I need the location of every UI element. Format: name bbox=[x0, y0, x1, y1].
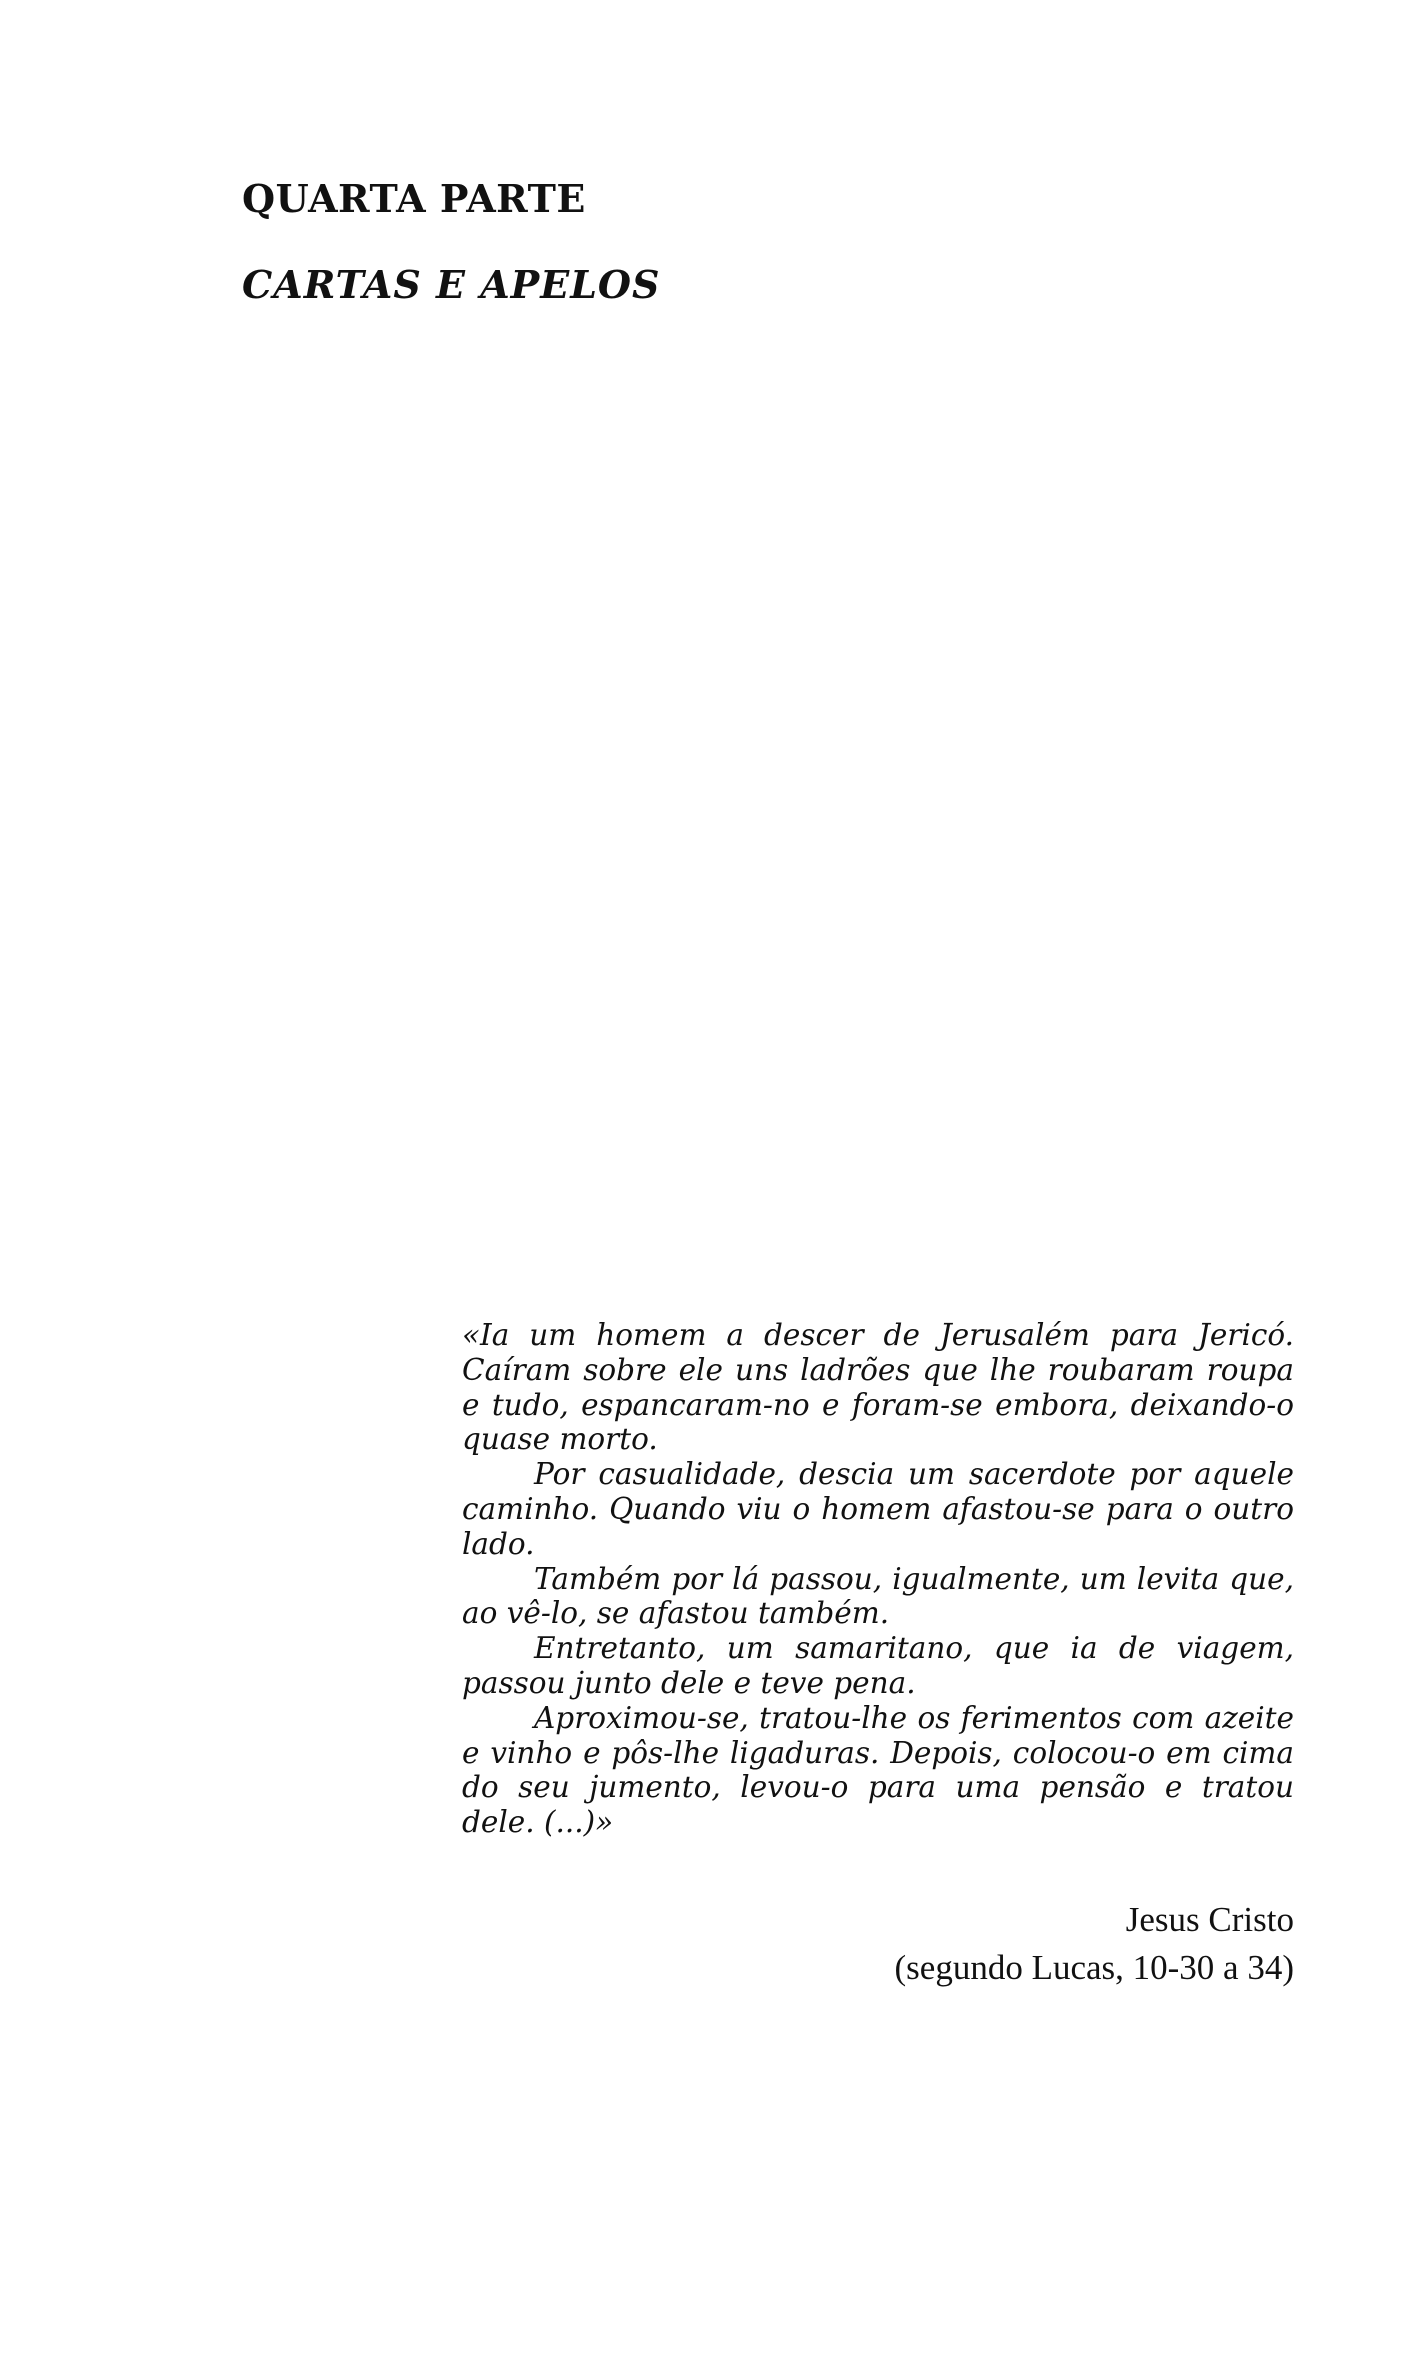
epigraph-paragraph: Aproximou-se, tratou-lhe os ferimentos com azeite e vinho e pôs-lhe ligaduras. Depois, colocou-o em cima do seu jumento, levou-o para uma pensão e tratou dele. (...)» bbox=[462, 1700, 1294, 1840]
epigraph-paragraph: Entretanto, um samaritano, que ia de viagem, passou junto dele e teve pena. bbox=[462, 1631, 1294, 1700]
epigraph-paragraph: Por casualidade, descia um sacerdote por aquele caminho. Quando viu o homem afastou-se para o outro lado. bbox=[462, 1457, 1294, 1561]
part-subtitle: CARTAS E APELOS bbox=[242, 262, 661, 307]
epigraph-quote bbox=[462, 1318, 1294, 1840]
epigraph-attribution bbox=[700, 1896, 1294, 1992]
epigraph-paragraph: Também por lá passou, igualmente, um levita que, ao vê-lo, se afastou também. bbox=[462, 1561, 1294, 1631]
attribution-author: Jesus Cristo bbox=[1125, 1900, 1294, 1939]
epigraph-paragraph: «Ia um homem a descer de Jerusalém para Jericó. Caíram sobre ele uns ladrões que lhe roubaram roupa e tudo, espancaram-no e foram-se embora, deixando-o quase morto. bbox=[462, 1318, 1294, 1457]
part-title: QUARTA PARTE bbox=[242, 176, 586, 221]
attribution-source: (segundo Lucas, 10-30 a 34) bbox=[894, 1948, 1294, 1987]
